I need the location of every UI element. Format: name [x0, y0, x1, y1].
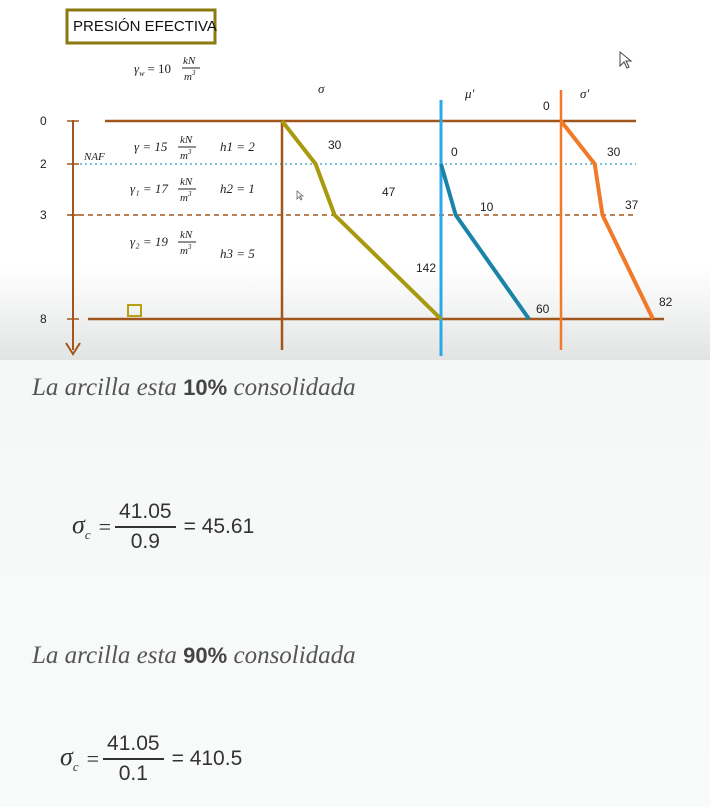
page-title: PRESIÓN EFECTIVA [73, 18, 217, 35]
equation-90-percent: $\sigma_c$ = $\frac{41.05}{0.1}$ = 410.5 [60, 732, 243, 785]
sigma-eff-label-37: 37 [625, 198, 639, 212]
mu-label-0: 0 [451, 145, 458, 159]
sigma-label-142: 142 [416, 261, 437, 275]
depth-label-3: 3 [40, 208, 47, 222]
sigma-label-30: 30 [328, 138, 342, 152]
statement-10-percent: La arcilla esta 10% consolidada [32, 374, 356, 401]
sigma-eff-label-0: 0 [543, 99, 550, 113]
sigma-eff-label-30: 30 [607, 145, 621, 159]
equation-10-percent: $\sigma_c$ = $\frac{41.05}{0.9}$ = 45.61 [72, 500, 255, 553]
sigma-label-47: 47 [382, 185, 396, 199]
svg-text:γ₁ = 17: γ₁ = 17 [130, 181, 168, 196]
depth-label-8: 8 [40, 312, 47, 326]
svg-text:h2 = 1: h2 = 1 [220, 181, 255, 196]
svg-text:γ = 15: γ = 15 [134, 139, 168, 154]
depth-label-2: 2 [40, 157, 47, 171]
mu-label-60: 60 [536, 302, 550, 316]
statement-90-percent: La arcilla esta 90% consolidada [32, 642, 356, 669]
svg-text:γ₂ = 19: γ₂ = 19 [130, 234, 168, 249]
sigma-eff-label-82: 82 [659, 295, 673, 309]
svg-text:kN: kN [180, 176, 193, 188]
naf-label: NAF [84, 151, 105, 163]
svg-text:h1 = 2: h1 = 2 [220, 139, 255, 154]
svg-text:kN: kN [180, 134, 193, 146]
header-sigma: σ [318, 81, 325, 96]
svg-text:m3: $m^3$ [184, 69, 196, 83]
svg-text:m3: $m^3$ [180, 243, 192, 257]
svg-text:m3: $m^3$ [180, 190, 192, 204]
svg-text:h3 = 5: h3 = 5 [220, 246, 255, 261]
header-sigma-eff: σ' [580, 86, 590, 101]
mu-label-10: 10 [480, 200, 494, 214]
pressure-diagram [0, 0, 710, 360]
svg-text:m3: $m^3$ [180, 148, 192, 162]
consolidation-notes [0, 360, 710, 807]
svg-text:kN: kN [183, 55, 196, 67]
svg-text:γw= 10: $\gamma_w = 10$ [134, 61, 172, 78]
svg-text:kN: kN [180, 229, 193, 241]
header-mu: μ' [465, 86, 475, 101]
depth-label-0: 0 [40, 114, 47, 128]
